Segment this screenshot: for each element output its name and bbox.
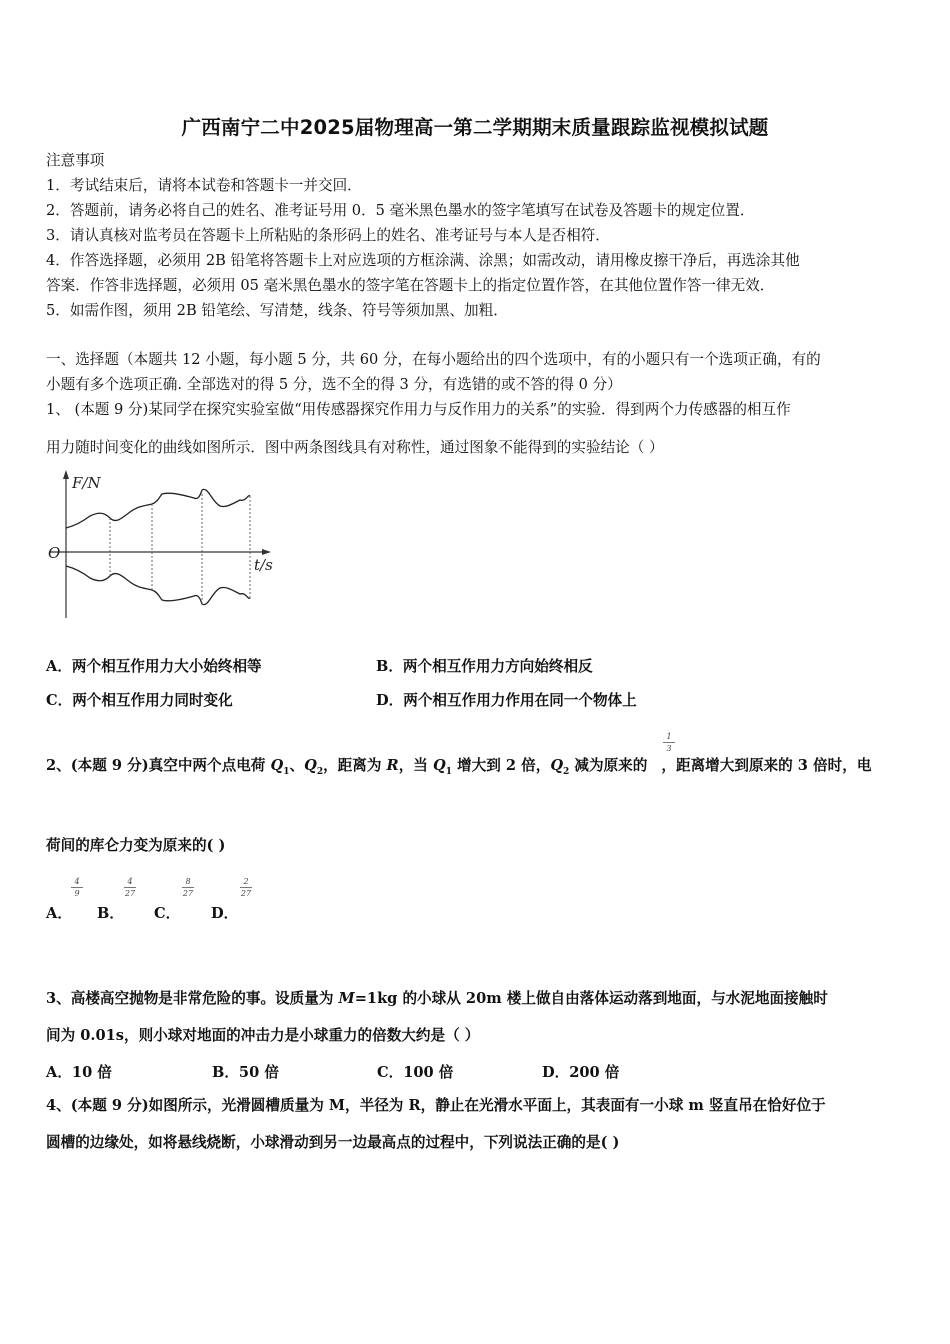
q3-stem-line2: 间为 0.01s，则小球对地面的冲击力是小球重力的倍数大约是（ ） (46, 1027, 480, 1044)
q1-force-time-graph (44, 468, 284, 620)
section-heading: 一、选择题（本题共 12 小题，每小题 5 分，共 60 分，在每小题给出的四个选项中，有的小题只有一个选项正确，有的 (46, 351, 821, 368)
x-axis-label: t/s (254, 556, 273, 574)
page-title: 广西南宁二中2025届物理高一第二学期期末质量跟踪监视模拟试题 (181, 116, 769, 139)
q2-option-a-fraction: 4 9 (70, 877, 84, 898)
y-axis-arrow (63, 470, 69, 479)
q3-option-b[interactable]: B．50 倍 (212, 1064, 279, 1081)
q2-option-c[interactable]: C． (154, 905, 181, 922)
q2-option-d[interactable]: D． (211, 905, 239, 922)
q2-option-b[interactable]: B． (97, 905, 124, 922)
q2-option-d-fraction: 2 27 (240, 877, 252, 898)
notice-item-3: 3．请认真核对监考员在答题卡上所粘贴的条形码上的姓名、准考证号与本人是否相符． (46, 227, 610, 244)
upper-force-curve (66, 489, 250, 528)
q2-option-c-fraction: 8 27 (182, 877, 194, 898)
q3-option-a[interactable]: A．10 倍 (46, 1064, 112, 1081)
lower-force-curve (66, 566, 250, 605)
q2-option-b-fraction: 4 27 (124, 877, 136, 898)
y-axis-label: F/N (72, 474, 101, 492)
q1-option-d[interactable]: D．两个相互作用力作用在同一个物体上 (376, 692, 637, 709)
q3-option-c[interactable]: C．100 倍 (377, 1064, 454, 1081)
origin-label: O (48, 544, 61, 562)
notice-item-2: 2．答题前，请务必将自己的姓名、准考证号用 0．5 毫米黑色墨水的签字笔填写在试卷及答题卡的规定位置． (46, 202, 755, 219)
q1-option-a[interactable]: A．两个相互作用力大小始终相等 (46, 658, 262, 675)
notice-item-1: 1．考试结束后，请将本试卷和答题卡一并交回． (46, 177, 362, 194)
notice-item-5: 5．如需作图，须用 2B 铅笔绘、写清楚，线条、符号等须加黑、加粗． (46, 302, 508, 319)
q1-stem-line1: 1、 (本题 9 分)某同学在探究实验室做“用传感器探究作用力与反作用力的关系”的实验．得到两个力传感器的相互作 (46, 401, 791, 418)
q1-option-c[interactable]: C．两个相互作用力同时变化 (46, 692, 233, 709)
q2-stem-line1: 2、(本题 9 分)真空中两个点电荷 $Q_1$、$Q_2$，距离为 R，当 $Q_1$ 增大到 2 倍，$Q_2$ 减为原来的 ，距离增大到原来的 3 倍时，电 (46, 757, 872, 777)
notice-item-4: 4．作答选择题，必须用 2B 铅笔将答题卡上对应选项的方框涂满、涂黑；如需改动，请用橡皮擦干净后，再选涂其他 (46, 252, 800, 269)
x-axis-arrow (262, 549, 271, 555)
q4-stem-line1: 4、(本题 9 分)如图所示，光滑圆槽质量为 M，半径为 R，静止在光滑水平面上，其表面有一小球 m 竖直吊在恰好位于 (46, 1097, 826, 1114)
q2-option-a[interactable]: A． (46, 905, 72, 922)
q2-stem-line2: 荷间的库仑力变为原来的( ) (46, 837, 226, 854)
q4-stem-line2: 圆槽的边缘处，如将悬线烧断，小球滑动到另一边最高点的过程中，下列说法正确的是( ) (46, 1134, 620, 1151)
q3-stem-line1: 3、高楼高空抛物是非常危险的事。设质量为 M=1kg 的小球从 20m 楼上做自由落体运动落到地面，与水泥地面接触时 (46, 990, 828, 1007)
q3-option-d[interactable]: D．200 倍 (542, 1064, 620, 1081)
q2-fraction-one-third: 1 3 (662, 732, 676, 753)
section-heading-cont: 小题有多个选项正确. 全部选对的得 5 分，选不全的得 3 分，有选错的或不答的得 0 分） (46, 376, 622, 393)
q1-stem-line2: 用力随时间变化的曲线如图所示．图中两条图线具有对称性，通过图象不能得到的实验结论（ ） (46, 439, 664, 456)
q1-option-b[interactable]: B．两个相互作用力方向始终相反 (376, 658, 593, 675)
notice-item-4-cont: 答案．作答非选择题，必须用 05 毫米黑色墨水的签字笔在答题卡上的指定位置作答，在其他位置作答一律无效． (46, 277, 775, 294)
notice-heading: 注意事项 (46, 152, 105, 169)
